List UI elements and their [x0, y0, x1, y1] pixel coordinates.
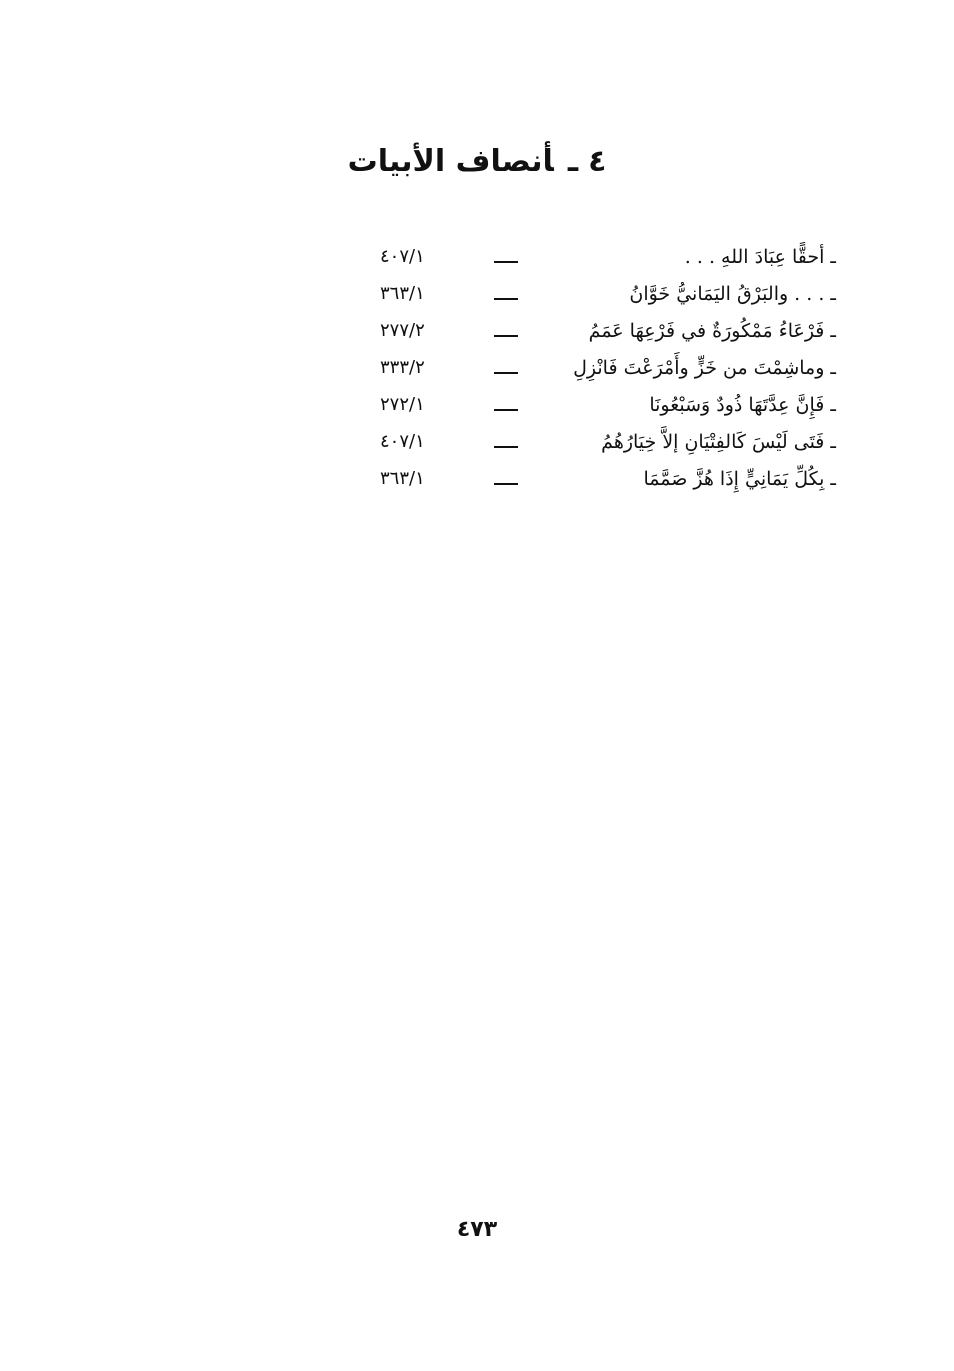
half-verses-index: [370, 241, 836, 500]
leader-dash: [494, 483, 518, 485]
leader-dash: [494, 372, 518, 374]
index-entry: [370, 463, 836, 500]
verse-text: ـ بِكُلِّ يَمَانِيٍّ إِذَا هُزَّ صَمَّمَا: [643, 468, 836, 490]
leader-dash: [494, 446, 518, 448]
leader-dash: [494, 335, 518, 337]
leader-dash: [494, 409, 518, 411]
index-entry: [370, 426, 836, 463]
index-entry: [370, 241, 836, 278]
volume-page-reference: ٢٧٢/١: [380, 394, 425, 415]
leader-dash: [494, 261, 518, 263]
section-dash: ـ: [567, 144, 579, 179]
verse-text: ـ . . . والبَرْقُ اليَمَانيُّ خَوَّانُ: [629, 283, 836, 305]
verse-text: ـ فَرْعَاءُ مَمْكُورَةٌ في فَرْعِهَا عَمَمُ: [588, 320, 836, 342]
index-entry: [370, 278, 836, 315]
verse-text: ـ فَإِنَّ عِدَّتَهَا ذُودٌ وَسَبْعُونَا: [649, 394, 836, 416]
leader-dash: [494, 298, 518, 300]
volume-page-reference: ٢٧٧/٢: [380, 320, 425, 341]
volume-page-reference: ٤٠٧/١: [380, 246, 425, 267]
verse-text: ـ أحقًّا عِبَادَ اللهِ . . .: [684, 246, 836, 268]
volume-page-reference: ٣٦٣/١: [380, 283, 425, 304]
index-entry: [370, 315, 836, 352]
index-entry: [370, 389, 836, 426]
page-number: ٤٧٣: [456, 1217, 498, 1242]
verse-text: ـ فَتَى لَيْسَ كَالفِتْيَانِ إلاَّ خِيَارُهُمُ: [601, 431, 836, 453]
section-title: أنصاف الأبيات: [347, 144, 554, 179]
volume-page-reference: ٣٣٣/٢: [380, 357, 425, 378]
section-heading: [0, 140, 954, 184]
index-entry: [370, 352, 836, 389]
verse-text: ـ وماشِمْتَ من خَزٍّ وأَمْرَعْتَ فَانْزِلِ: [573, 357, 836, 379]
volume-page-reference: ٣٦٣/١: [380, 468, 425, 489]
volume-page-reference: ٤٠٧/١: [380, 431, 425, 452]
section-number: ٤: [588, 144, 607, 179]
